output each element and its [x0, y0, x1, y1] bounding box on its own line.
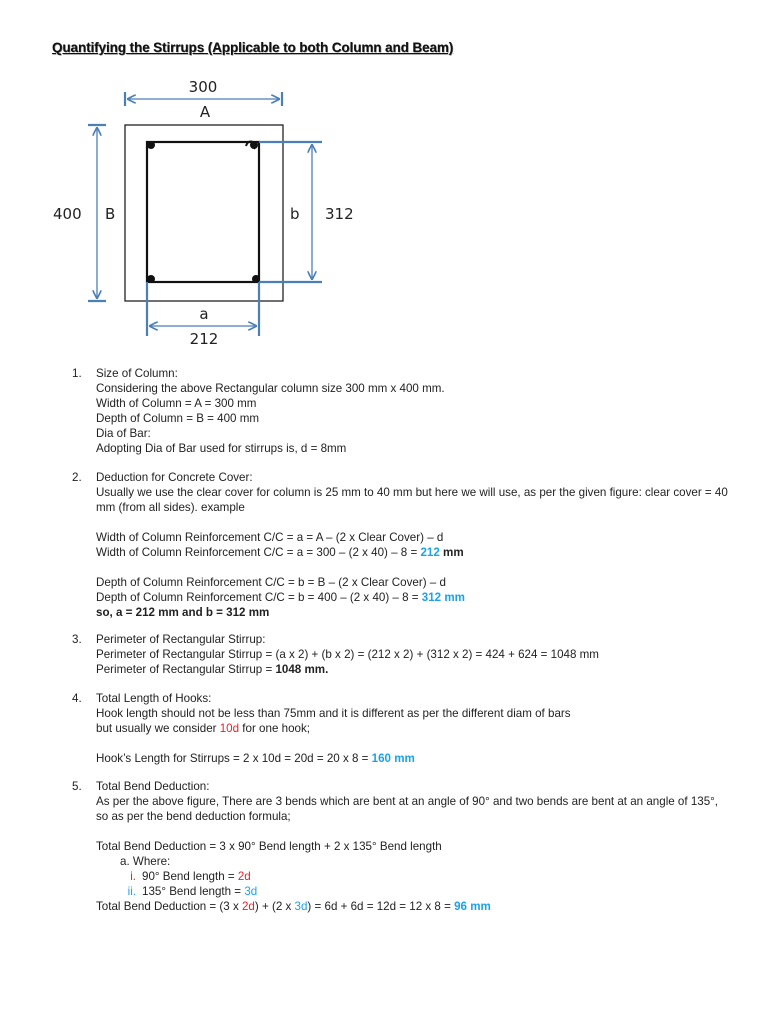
roman-item: i. 90° Bend length = 2d — [130, 870, 251, 883]
highlight-value: 160 mm — [371, 752, 415, 765]
bottom-dim: 212 — [189, 330, 219, 348]
text-line: Width of Column Reinforcement C/C = a = A – (2 x Clear Cover) – d — [96, 531, 444, 544]
section-bend-deduction — [72, 779, 732, 914]
highlight-value: 96 mm — [454, 900, 491, 913]
text-line: Perimeter of Rectangular Stirrup = 1048 mm. — [96, 663, 329, 676]
text-line: but usually we consider 10d for one hook; — [96, 722, 310, 735]
bold-value: 1048 mm. — [275, 663, 329, 676]
text-line: Hook’s Length for Stirrups = 2 x 10d = 20d = 20 x 8 = 160 mm — [96, 752, 415, 765]
bar-top-left — [147, 141, 155, 149]
bottom-label: a — [199, 305, 209, 323]
page-title: Quantifying the Stirrups (Applicable to both Column and Beam) — [52, 40, 454, 55]
roman-item: ii. 135° Bend length = 3d — [127, 885, 258, 898]
summary-line: so, a = 212 mm and b = 312 mm — [96, 606, 270, 619]
text-line: Depth of Column = B = 400 mm — [96, 412, 260, 425]
text-line: Width of Column Reinforcement C/C = a = 300 – (2 x 40) – 8 = 212 mm — [96, 546, 464, 559]
section-heading: Total Bend Deduction: — [96, 780, 210, 793]
section-heading: Size of Column: — [96, 367, 178, 380]
text-line: Depth of Column Reinforcement C/C = b = B – (2 x Clear Cover) – d — [96, 576, 446, 589]
section-heading: Total Length of Hooks: — [96, 692, 212, 705]
top-dim: 300 — [188, 78, 218, 96]
text-paragraph: As per the above figure, There are 3 bends which are bent at an angle of 90° and two bends are bent at an angle of 135°, so as per the bend deduction formula; — [96, 795, 719, 823]
text-line: Perimeter of Rectangular Stirrup = (a x 2) + (b x 2) = (212 x 2) + (312 x 2) = 424 + 624 = 1048 mm — [96, 648, 599, 661]
stirrup — [147, 142, 259, 282]
section-size-of-column — [72, 366, 732, 456]
red-value: 10d — [219, 722, 240, 735]
text-line: Total Bend Deduction = 3 x 90° Bend length + 2 x 135° Bend length — [96, 840, 442, 853]
blue-value: 3d — [244, 885, 258, 898]
section-number: 3. — [72, 633, 82, 646]
highlight-value: 312 mm — [421, 591, 465, 604]
text-line: Depth of Column Reinforcement C/C = b = 400 – (2 x 40) – 8 = 312 mm — [96, 591, 465, 604]
left-dim: 400 — [53, 205, 82, 223]
highlight-value: 212 — [420, 546, 440, 559]
section-heading: Perimeter of Rectangular Stirrup: — [96, 633, 266, 646]
red-value: 2d — [237, 870, 251, 883]
section-number: 5. — [72, 780, 82, 793]
text-line: Width of Column = A = 300 mm — [96, 397, 257, 410]
right-dim: 312 — [325, 205, 354, 223]
text-line: Dia of Bar: — [96, 427, 151, 440]
section-heading: Deduction for Concrete Cover: — [96, 471, 253, 484]
bar-bottom-right — [252, 275, 260, 283]
text-line: Total Bend Deduction = (3 x 2d) + (2 x 3d) = 6d + 6d = 12d = 12 x 8 = 96 mm — [96, 900, 491, 913]
left-label: B — [105, 205, 116, 223]
right-label: b — [290, 205, 300, 223]
section-concrete-cover — [72, 470, 732, 620]
sub-item-label: a. Where: — [120, 855, 171, 868]
section-number: 1. — [72, 367, 82, 380]
text-line: Hook length should not be less than 75mm and it is different as per the different diam of bars — [96, 707, 571, 720]
section-number: 4. — [72, 692, 82, 705]
top-label: A — [199, 103, 211, 121]
section-number: 2. — [72, 471, 82, 484]
text-line: Adopting Dia of Bar used for stirrups is, d = 8mm — [96, 442, 347, 455]
section-hooks — [72, 691, 732, 766]
bar-bottom-left — [147, 275, 155, 283]
section-perimeter — [72, 632, 732, 677]
text-paragraph: Usually we use the clear cover for column is 25 mm to 40 mm but here we will use, as per the given figure: clear cover = 40 mm (from all sides). example — [96, 486, 728, 514]
stirrup-diagram — [50, 74, 370, 354]
text-line: Considering the above Rectangular column size 300 mm x 400 mm. — [96, 382, 445, 395]
